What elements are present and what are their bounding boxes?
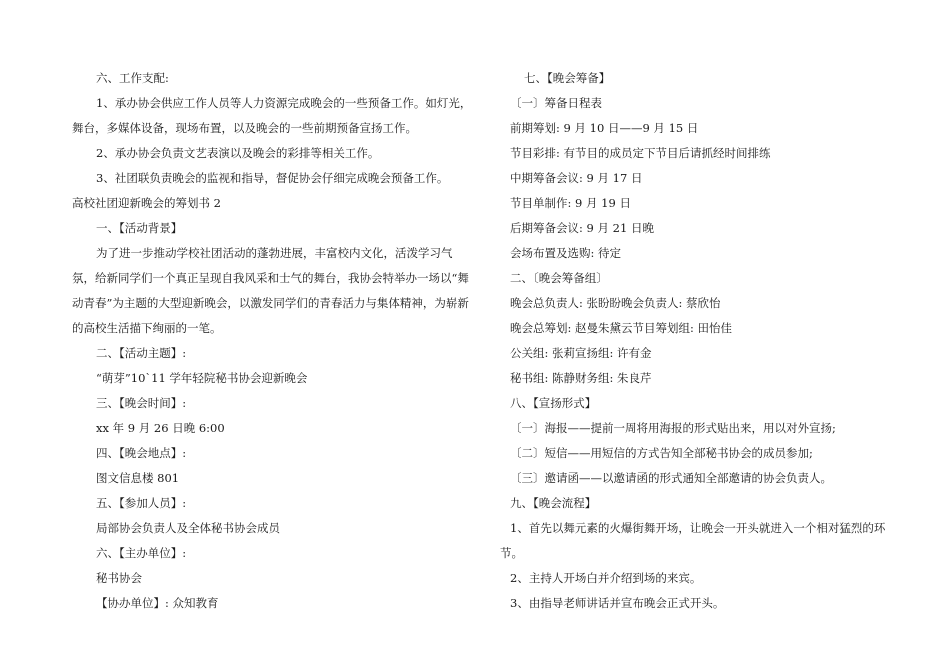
section-heading-background: 一、【活动背景】: [96, 221, 183, 235]
flow-step-1: 1、首先以舞元素的火爆街舞开场，让晚会一开头就进入一个相对猛烈的环节。: [500, 521, 886, 560]
schedule-rehearsal: 节目彩排: 有节目的成员定下节目后请抓经时间排练: [510, 146, 771, 160]
paragraph-item-3: 3、社团联负责晚会的监视和指导，督促协会仔细完成晚会预备工作。: [96, 171, 449, 185]
group-secretary: 秘书组: 陈静财务组: 朱良芹: [510, 371, 652, 385]
schedule-mid-meeting: 中期筹备会议: 9 月 17 日: [510, 171, 643, 185]
publicity-poster: 〔一〕海报——提前一周将用海报的形式贴出来，用以对外宣扬;: [510, 421, 836, 435]
group-planners: 晚会总筹划: 赵曼朱黛云节目筹划组: 田怡佳: [510, 321, 733, 335]
organizer-text: 秘书协会: [96, 571, 142, 585]
section-heading-preparation: 七、【晚会筹备】: [524, 71, 611, 85]
left-column: [72, 66, 472, 616]
section-heading-participants: 五、【参加人员】:: [96, 496, 187, 510]
group-leaders: 晚会总负责人: 张盼盼晚会负责人: 蔡欣怡: [510, 296, 721, 310]
background-paragraph: 为了进一步推动学校社团活动的蓬勃进展，丰富校内文化，活泼学习气氛，给新同学们一个真正呈现自我风采和士气的舞台，我协会特举办一场以“舞动青春”为主题的大型迎新晚会，以激发同学们的青春活力与集体精神，为崭新的高校生活描下绚丽的一笔。: [72, 246, 469, 335]
section-heading-time: 三、【晚会时间】:: [96, 396, 187, 410]
schedule-late-meeting: 后期筹备会议: 9 月 21 日晚: [510, 221, 654, 235]
time-text: xx 年 9 月 26 日晚 6:00: [96, 421, 225, 435]
flow-step-2: 2、主持人开场白并介绍到场的来宾。: [510, 571, 702, 585]
flow-step-3: 3、由指导老师讲话并宣布晚会正式开头。: [510, 596, 725, 610]
schedule-program-list: 节目单制作: 9 月 19 日: [510, 196, 631, 210]
participants-text: 局部协会负责人及全体秘书协会成员: [96, 521, 280, 535]
paragraph-item-2: 2、承办协会负责文艺表演以及晚会的彩排等相关工作。: [96, 146, 380, 160]
group-pr: 公关组: 张莉宣扬组: 许有金: [510, 346, 652, 360]
section-heading-flow: 九、【晚会流程】: [510, 496, 597, 510]
section-heading-prep-group: 二、〔晚会筹备组〕: [510, 271, 608, 285]
document-title-2: 高校社团迎新晚会的筹划书 2: [72, 196, 221, 210]
co-organizer-text: 【协办单位】: 众知教育: [96, 596, 219, 610]
publicity-sms: 〔二〕短信——用短信的方式告知全部秘书协会的成员参加;: [510, 446, 813, 460]
section-heading-work-arrangement: 六、工作支配:: [96, 71, 169, 85]
section-heading-organizer: 六、【主办单位】:: [96, 546, 187, 560]
location-text: 图文信息楼 801: [96, 471, 180, 485]
section-heading-location: 四、【晚会地点】:: [96, 446, 187, 460]
section-heading-theme: 二、【活动主题】:: [96, 346, 187, 360]
schedule-heading: 〔一〕筹备日程表: [510, 96, 602, 110]
publicity-invitation: 〔三〕邀请函——以邀请函的形式通知全部邀请的协会负责人。: [510, 471, 832, 485]
theme-text: “萌芽”10`11 学年轻院秘书协会迎新晚会: [96, 371, 308, 385]
right-column: [500, 66, 900, 616]
paragraph-item-1: 1、承办协会供应工作人员等人力资源完成晚会的一些预备工作。如灯光，舞台，多媒体设备，现场布置，以及晚会的一些前期预备宣扬工作。: [72, 96, 472, 135]
schedule-venue: 会场布置及选购: 待定: [510, 246, 622, 260]
schedule-early-planning: 前期筹划: 9 月 10 日——9 月 15 日: [510, 121, 699, 135]
section-heading-publicity: 八、【宣扬形式】: [510, 396, 597, 410]
